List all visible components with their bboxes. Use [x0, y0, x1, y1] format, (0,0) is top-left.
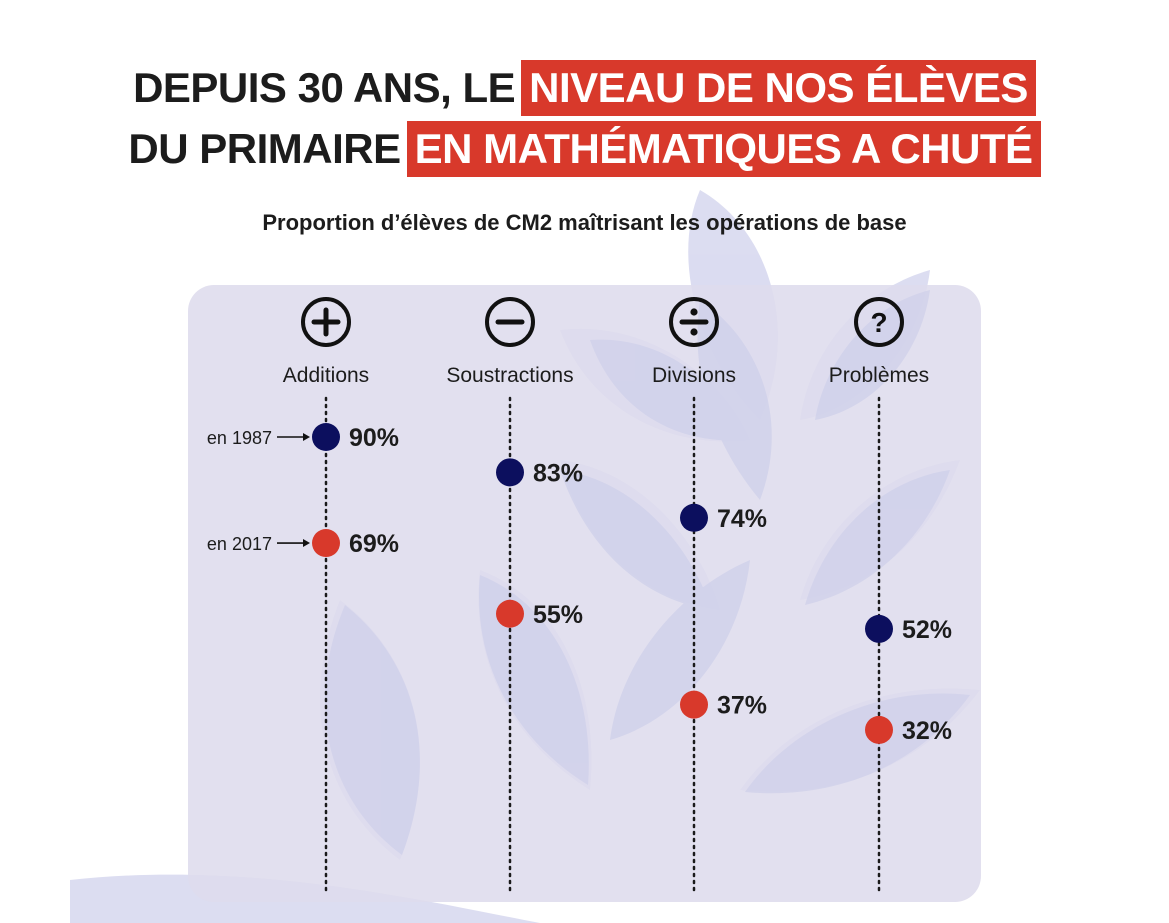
data-label: 37% — [717, 691, 768, 720]
data-point-2017 — [312, 529, 340, 557]
data-point-1987 — [496, 458, 524, 486]
plus-icon — [303, 299, 349, 345]
data-point-1987 — [312, 423, 340, 451]
category-label: Additions — [282, 364, 370, 387]
legend-label: en 2017 — [206, 534, 272, 555]
data-point-1987 — [865, 615, 893, 643]
data-label: 52% — [902, 615, 953, 644]
title-plain-2: DU PRIMAIRE — [128, 125, 401, 172]
question-icon — [856, 299, 902, 345]
data-label: 83% — [533, 459, 584, 488]
title-highlight-1: NIVEAU DE NOS ÉLÈVES — [521, 60, 1036, 116]
legend-arrow-head — [303, 433, 310, 441]
svg-text:?: ? — [870, 307, 888, 338]
data-label: 55% — [533, 600, 584, 629]
data-point-1987 — [680, 504, 708, 532]
title-highlight-2: EN MATHÉMATIQUES A CHUTÉ — [407, 121, 1041, 177]
data-label: 74% — [717, 504, 768, 533]
data-label: 69% — [349, 530, 400, 559]
category-label: Divisions — [651, 364, 737, 387]
legend-label: en 1987 — [206, 428, 272, 448]
chart-subtitle: Proportion d’élèves de CM2 maîtrisant les opérations de base — [262, 210, 907, 235]
divide-icon — [671, 299, 717, 345]
minus-icon — [487, 299, 533, 345]
data-label: 90% — [349, 424, 400, 452]
legend-arrow-head — [303, 539, 310, 547]
data-point-2017 — [496, 600, 524, 628]
category-label: Soustractions — [446, 364, 574, 387]
data-label: 32% — [902, 716, 953, 745]
category-label: Problèmes — [828, 364, 930, 387]
data-point-2017 — [680, 691, 708, 719]
title-plain-1: DEPUIS 30 ANS, LE — [133, 64, 516, 111]
data-point-2017 — [865, 716, 893, 744]
